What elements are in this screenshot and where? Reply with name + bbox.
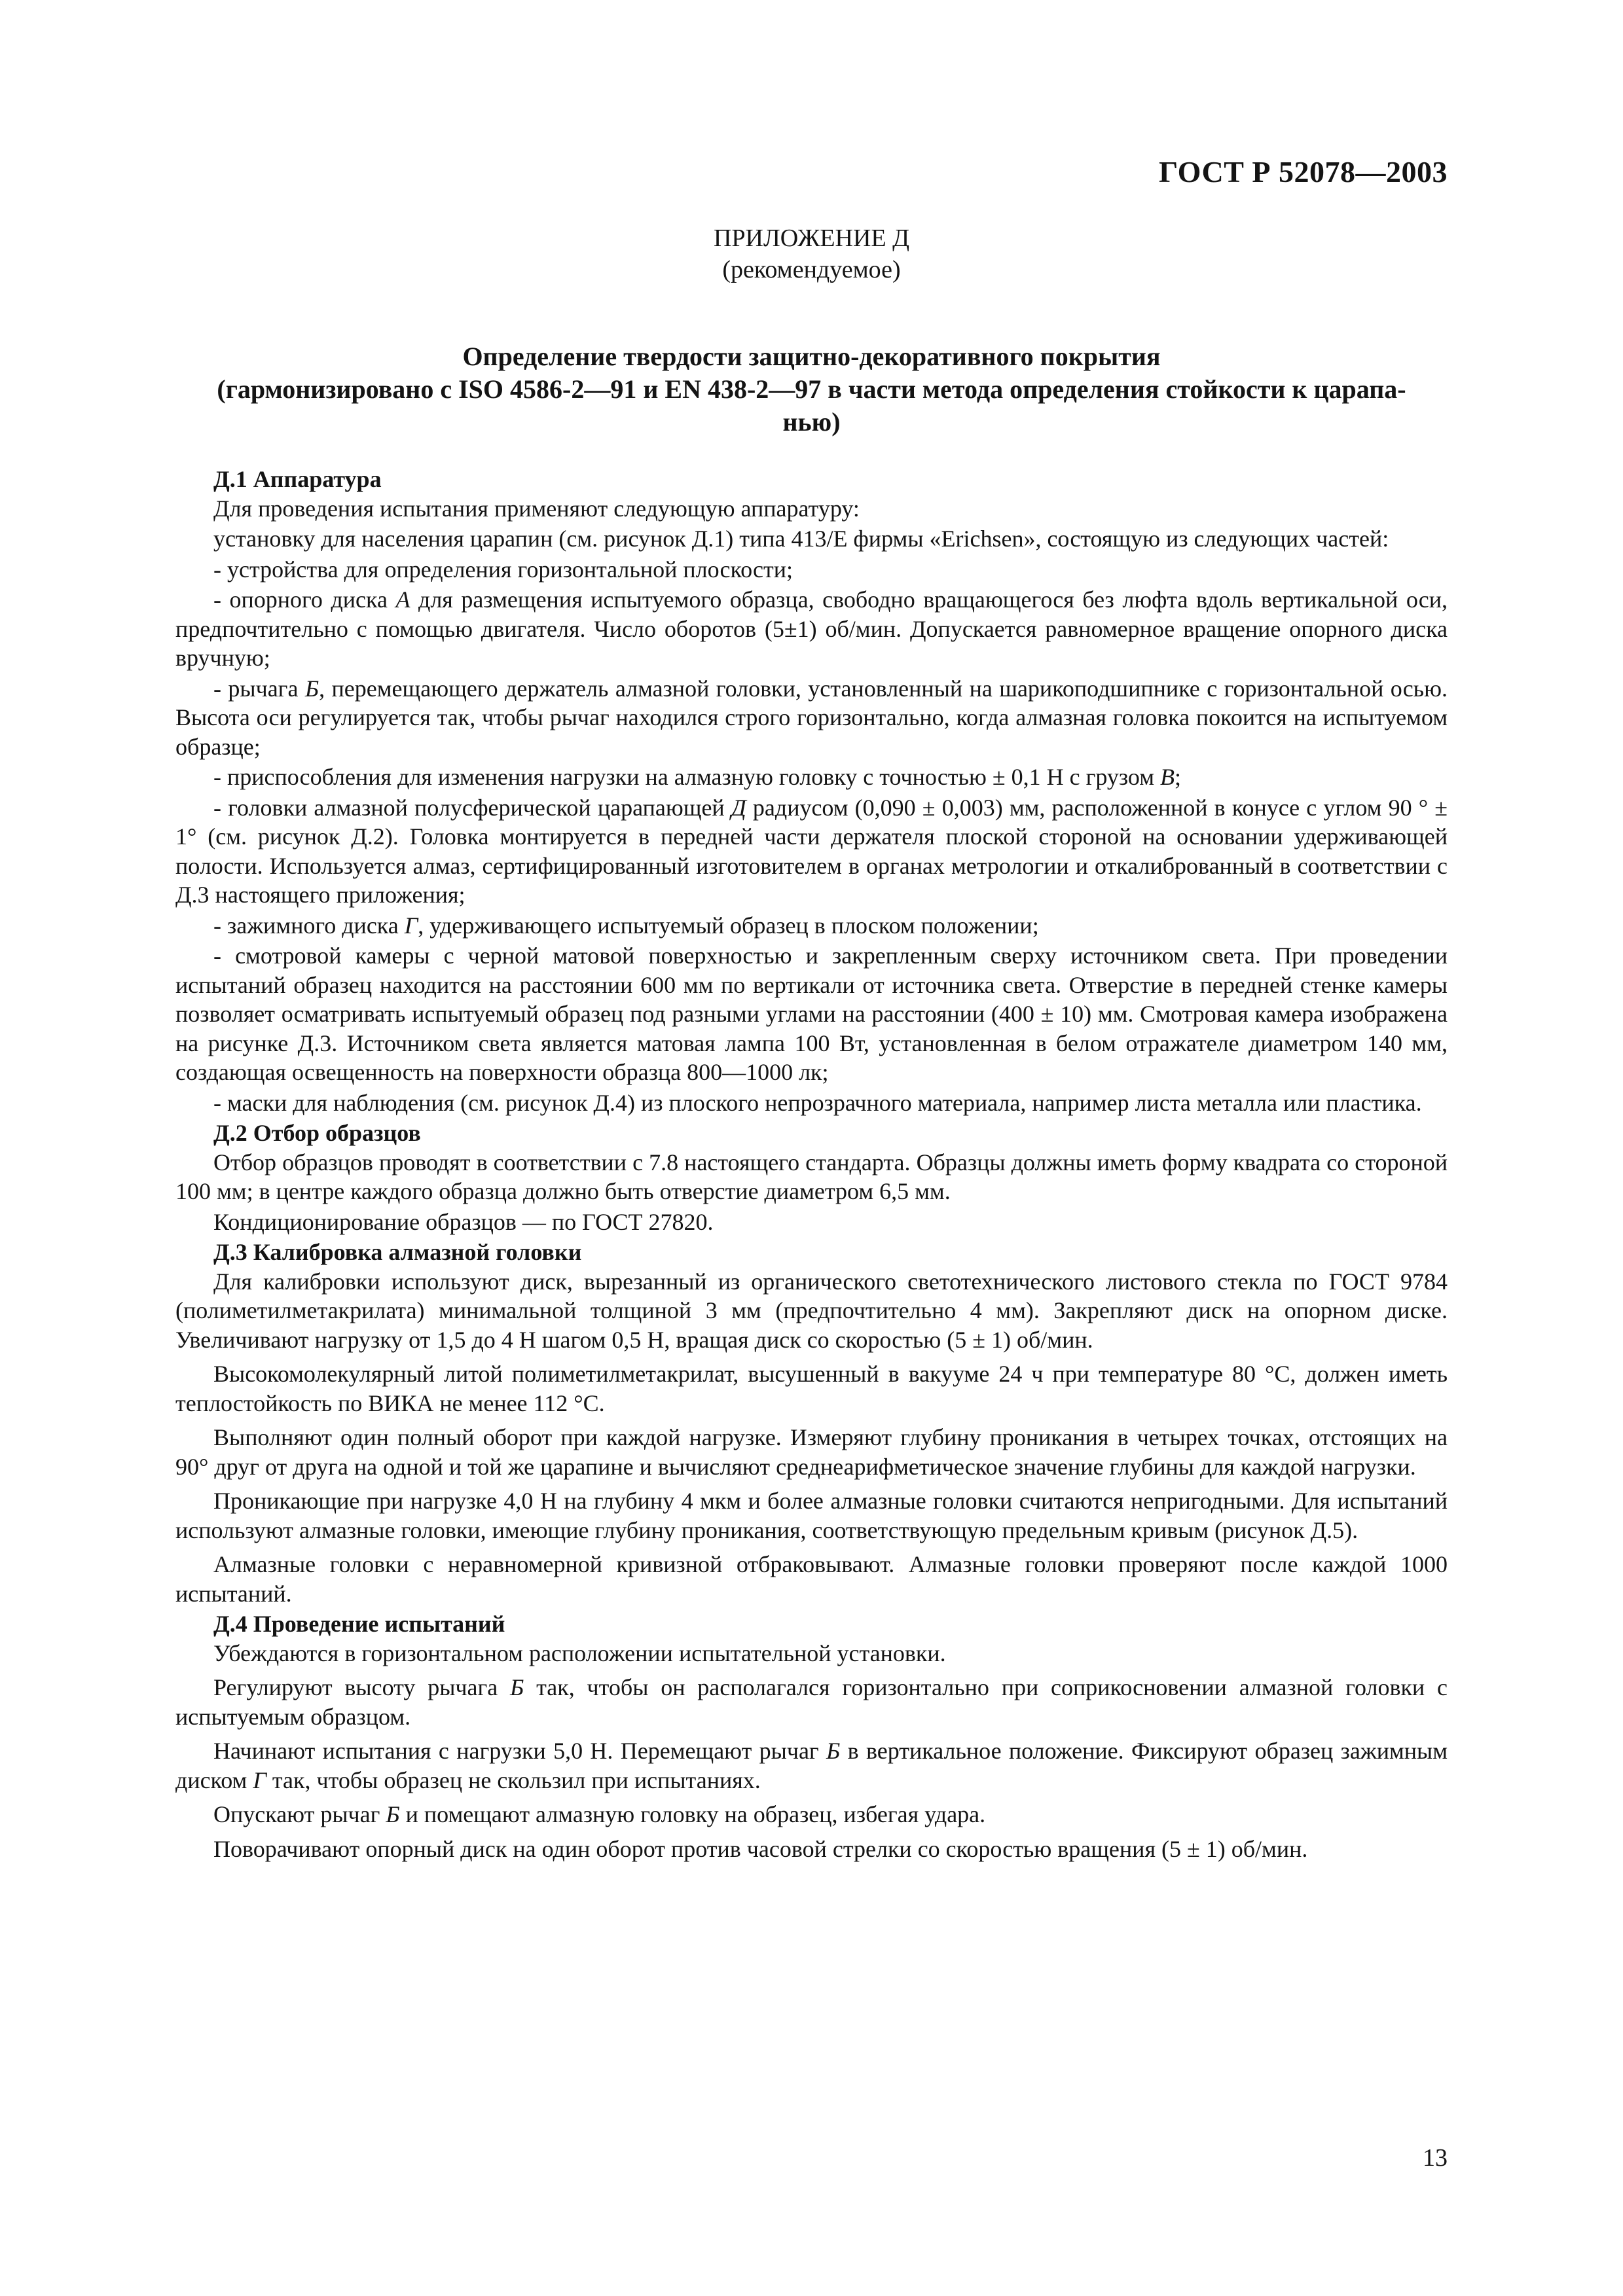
list-item: - приспособления для изменения нагрузки на алмазную головку с точностью ± 0,1 Н с грузом В; — [213, 764, 1181, 790]
paragraph: Для проведения испытания применяют следующую аппаратуру: — [213, 495, 860, 522]
list-item: - зажимного диска Г, удерживающего испытуемый образец в плоском положении; — [213, 912, 1039, 939]
paragraph: Регулируют высоту рычага Б так, чтобы он располагался горизонтально при соприкосновении алмазной головки с испытуемым образцом. — [175, 1674, 1448, 1730]
paragraph: Высокомолекулярный литой полиметилметакрилат, высушенный в вакууме 24 ч при температуре 80 °С, должен иметь теплостойкость по ВИКА не менее 112 °С. — [175, 1361, 1448, 1416]
paragraph: Проникающие при нагрузке 4,0 Н на глубину 4 мкм и более алмазные головки считаются непригодными. Для испытаний используют алмазные головки, имеющие глубину проникания, соответствующую предельным кривым (рисунок Д.5). — [175, 1488, 1448, 1543]
paragraph: Алмазные головки с неравномерной кривизной отбраковывают. Алмазные головки проверяют после каждой 1000 испытаний. — [175, 1551, 1448, 1607]
title-line-1: Определение твердости защитно-декоративного покрытия — [462, 342, 1161, 371]
paragraph: Начинают испытания с нагрузки 5,0 Н. Перемещают рычаг Б в вертикальное положение. Фиксируют образец зажимным диском Г так, чтобы образец не скользил при испытаниях. — [175, 1738, 1448, 1793]
list-item: - маски для наблюдения (см. рисунок Д.4) из плоского непрозрачного материала, например листа металла или пластика. — [213, 1089, 1422, 1116]
paragraph: Выполняют один полный оборот при каждой нагрузке. Измеряют глубину проникания в четырех точках, отстоящих на 90° друг от друга на одной и той же царапине и вычисляют среднеарифметическое значение глубины для каждой нагрузки. — [175, 1424, 1448, 1480]
title-line-2: (гармонизировано с ISO 4586-2—91 и EN 438-2—97 в части метода определения стойкости к царапа- — [217, 374, 1406, 404]
paragraph: установку для населения царапин (см. рисунок Д.1) типа 413/Е фирмы «Erichsen», состоящую из следующих частей: — [213, 526, 1389, 552]
list-item: - смотровой камеры с черной матовой поверхностью и закрепленным сверху источником света. При проведении испытаний образец находится на расстоянии 600 мм по вертикали от источника света. Отверстие в передней стенке камеры позволяет осматривать испытуемый образец под разными углами на расстоянии (400 ± 10) мм. Смотровая камера изображена на рисунке Д.3. Источником света является матовая лампа 100 Вт, установленная в белом отражателе диаметром 140 мм, создающая освещенность на поверхности образца 800—1000 лк; — [175, 942, 1448, 1085]
section-heading-d3: Д.3 Калибровка алмазной головки — [213, 1239, 582, 1265]
section-heading-d2: Д.2 Отбор образцов — [213, 1120, 421, 1146]
list-item: - устройства для определения горизонтальной плоскости; — [213, 556, 793, 583]
list-item: - опорного диска А для размещения испытуемого образца, свободно вращающегося без люфта вдоль вертикальной оси, предпочтительно с помощью двигателя. Число оборотов (5±1) об/мин. Допускается равномерное вращение опорного диска вручную; — [175, 586, 1448, 671]
paragraph: Кондиционирование образцов — по ГОСТ 27820. — [213, 1208, 714, 1235]
list-item: - рычага Б, перемещающего держатель алмазной головки, установленный на шарикоподшипнике с горизонтальной осью. Высота оси регулируется так, чтобы рычаг находился строго горизонтально, когда алмазная головка покоится на испытуемом образце; — [175, 675, 1448, 760]
appendix-title — [175, 340, 1448, 439]
document-code: ГОСТ Р 52078—2003 — [1159, 155, 1448, 188]
appendix-note: (рекомендуемое) — [722, 256, 901, 283]
paragraph: Опускают рычаг Б и помещают алмазную головку на образец, избегая удара. — [213, 1801, 986, 1827]
list-item: - головки алмазной полусферической царапающей Д радиусом (0,090 ± 0,003) мм, расположенной в конусе с углом 90 ° ± 1° (см. рисунок Д.2). Головка монтируется в передней части держателя плоской стороной на основании удерживающей полости. Используется алмаз, сертифицированный изготовителем в органах метрологии и откалиброванный в соответствии с Д.3 настоящего приложения; — [175, 794, 1448, 908]
paragraph: Отбор образцов проводят в соответствии с 7.8 настоящего стандарта. Образцы должны иметь форму квадрата со стороной 100 мм; в центре каждого образца должно быть отверстие диаметром 6,5 мм. — [175, 1149, 1448, 1204]
section-heading-d1: Д.1 Аппаратура — [213, 466, 382, 492]
document-body — [175, 465, 1448, 1865]
paragraph: Убеждаются в горизонтальном расположении испытательной установки. — [213, 1640, 946, 1666]
paragraph: Для калибровки используют диск, вырезанный из органического светотехнического листового стекла по ГОСТ 9784 (полиметилметакрилата) минимальной толщиной 3 мм (предпочтительно 4 мм). Закрепляют диск на опорном диске. Увеличивают нагрузку от 1,5 до 4 Н шагом 0,5 Н, вращая диск со скоростью (5 ± 1) об/мин. — [175, 1268, 1448, 1353]
appendix-block — [0, 223, 1623, 285]
paragraph: Поворачивают опорный диск на один оборот против часовой стрелки со скоростью вращения (5 ± 1) об/мин. — [213, 1835, 1308, 1862]
appendix-label: ПРИЛОЖЕНИЕ Д — [713, 224, 910, 252]
title-line-3: нью) — [782, 407, 841, 437]
section-heading-d4: Д.4 Проведение испытаний — [213, 1611, 505, 1637]
page-number: 13 — [1423, 2144, 1448, 2172]
